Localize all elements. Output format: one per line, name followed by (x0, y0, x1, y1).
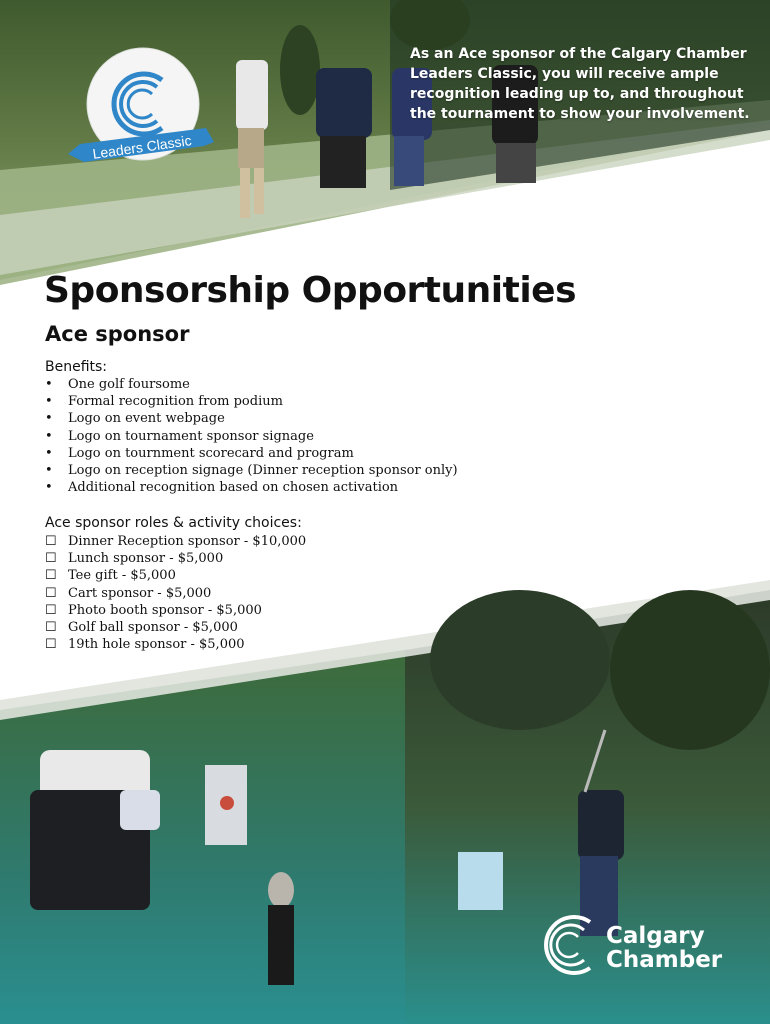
list-item: • Logo on tournament sponsor signage (45, 428, 314, 444)
logo-line-1: Calgary (606, 923, 705, 949)
section-title: Ace sponsor (45, 322, 190, 346)
list-item[interactable]: ☐ Lunch sponsor - $5,000 (45, 551, 224, 567)
list-item: • Logo on reception signage (Dinner reception sponsor only) (45, 463, 458, 479)
checkbox-icon[interactable]: ☐ (45, 551, 57, 567)
list-item[interactable]: ☐ Cart sponsor - $5,000 (45, 585, 212, 601)
list-item[interactable]: ☐ Tee gift - $5,000 (45, 568, 176, 584)
bullet-icon: • (45, 463, 53, 479)
bullet-icon: • (45, 394, 53, 410)
list-item: • Formal recognition from podium (45, 394, 283, 410)
checkbox-icon[interactable]: ☐ (45, 534, 57, 549)
badge-ribbon-text: Leaders Classic (91, 132, 193, 162)
page-title: Sponsorship Opportunities (44, 270, 576, 311)
list-item[interactable]: ☐ 19th hole sponsor - $5,000 (45, 637, 245, 653)
checkbox-icon[interactable]: ☐ (45, 568, 57, 584)
checkbox-icon[interactable]: ☐ (45, 637, 57, 653)
list-item[interactable]: ☐ Golf ball sponsor - $5,000 (45, 620, 238, 636)
list-item: • One golf foursome (45, 377, 190, 392)
hero-intro-text: As an Ace sponsor of the Calgary Chamber Leaders Classic, you will receive ample recognition leading up to, and throughout the tournament to show your involvement. (410, 46, 750, 122)
list-item: • Additional recognition based on chosen activation (45, 480, 399, 496)
roles-label: Ace sponsor roles & activity choices: (45, 515, 302, 531)
bullet-icon: • (45, 428, 53, 444)
checkbox-icon[interactable]: ☐ (45, 602, 57, 618)
list-item: • Logo on tournment scorecard and program (45, 445, 354, 461)
bullet-icon: • (45, 445, 53, 461)
checkbox-icon[interactable]: ☐ (45, 585, 57, 601)
bullet-icon: • (45, 377, 53, 392)
list-item: • Logo on event webpage (45, 411, 225, 427)
checkbox-icon[interactable]: ☐ (45, 620, 57, 636)
bullet-icon: • (45, 411, 53, 427)
list-item[interactable]: ☐ Photo booth sponsor - $5,000 (45, 602, 262, 618)
logo-line-2: Chamber (606, 947, 723, 973)
list-item[interactable]: ☐ Dinner Reception sponsor - $10,000 (45, 534, 307, 549)
calgary-chamber-wordmark (606, 924, 722, 972)
benefits-list (45, 376, 458, 496)
benefits-label: Benefits: (45, 359, 108, 375)
bullet-icon: • (45, 480, 53, 496)
